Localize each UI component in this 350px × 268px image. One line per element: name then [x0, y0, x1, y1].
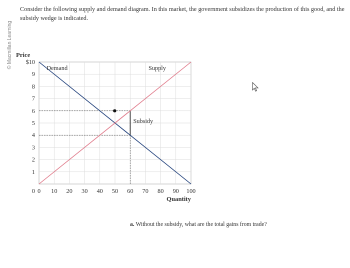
x-tick-label: 30 [81, 188, 88, 195]
y-tick-label: 6 [31, 107, 35, 115]
x-tick-label: 90 [172, 188, 179, 195]
y-tick-label: 8 [31, 83, 35, 91]
intersection-dot [113, 109, 116, 112]
y-tick-label: 5 [31, 120, 35, 127]
x-tick-label: 100 [186, 188, 196, 195]
question-a-text: Without the subsidy, what are the total gains from trade? [135, 222, 267, 228]
x-tick-label: 0 [37, 188, 41, 195]
mouse-pointer-icon [252, 82, 259, 92]
question-a-letter: a. [130, 222, 135, 228]
y-tick-label: 9 [31, 71, 35, 79]
x-tick-label: 50 [111, 188, 119, 195]
supply-label: Supply [148, 65, 166, 73]
x-tick-label: 40 [96, 188, 103, 195]
y-tick-label: 1 [31, 168, 35, 176]
origin-tick-label: 0 [31, 188, 35, 195]
x-tick-label: 20 [66, 188, 73, 195]
question-a [130, 222, 267, 228]
x-tick-label: 60 [127, 188, 134, 195]
x-axis-label: Quantity [166, 196, 191, 203]
y-tick-label: $10 [25, 59, 35, 66]
subsidy-label: Subsidy [133, 117, 154, 125]
x-tick-label: 70 [142, 188, 149, 195]
y-tick-label: 4 [31, 132, 35, 140]
x-tick-label: 10 [51, 188, 58, 195]
question-intro: Consider the following supply and demand diagram. In this market, the government subsidizes the production of this good, and the subsidy wedge is indicated. [20, 6, 345, 22]
y-tick-label: 7 [31, 95, 35, 103]
y-tick-label: 2 [31, 156, 35, 164]
y-tick-label: 3 [31, 144, 35, 152]
copyright-notice: © Macmillan Learning [7, 20, 13, 70]
demand-label: Demand [46, 65, 68, 73]
y-axis-label: Price [16, 52, 31, 59]
x-tick-label: 80 [157, 188, 164, 195]
